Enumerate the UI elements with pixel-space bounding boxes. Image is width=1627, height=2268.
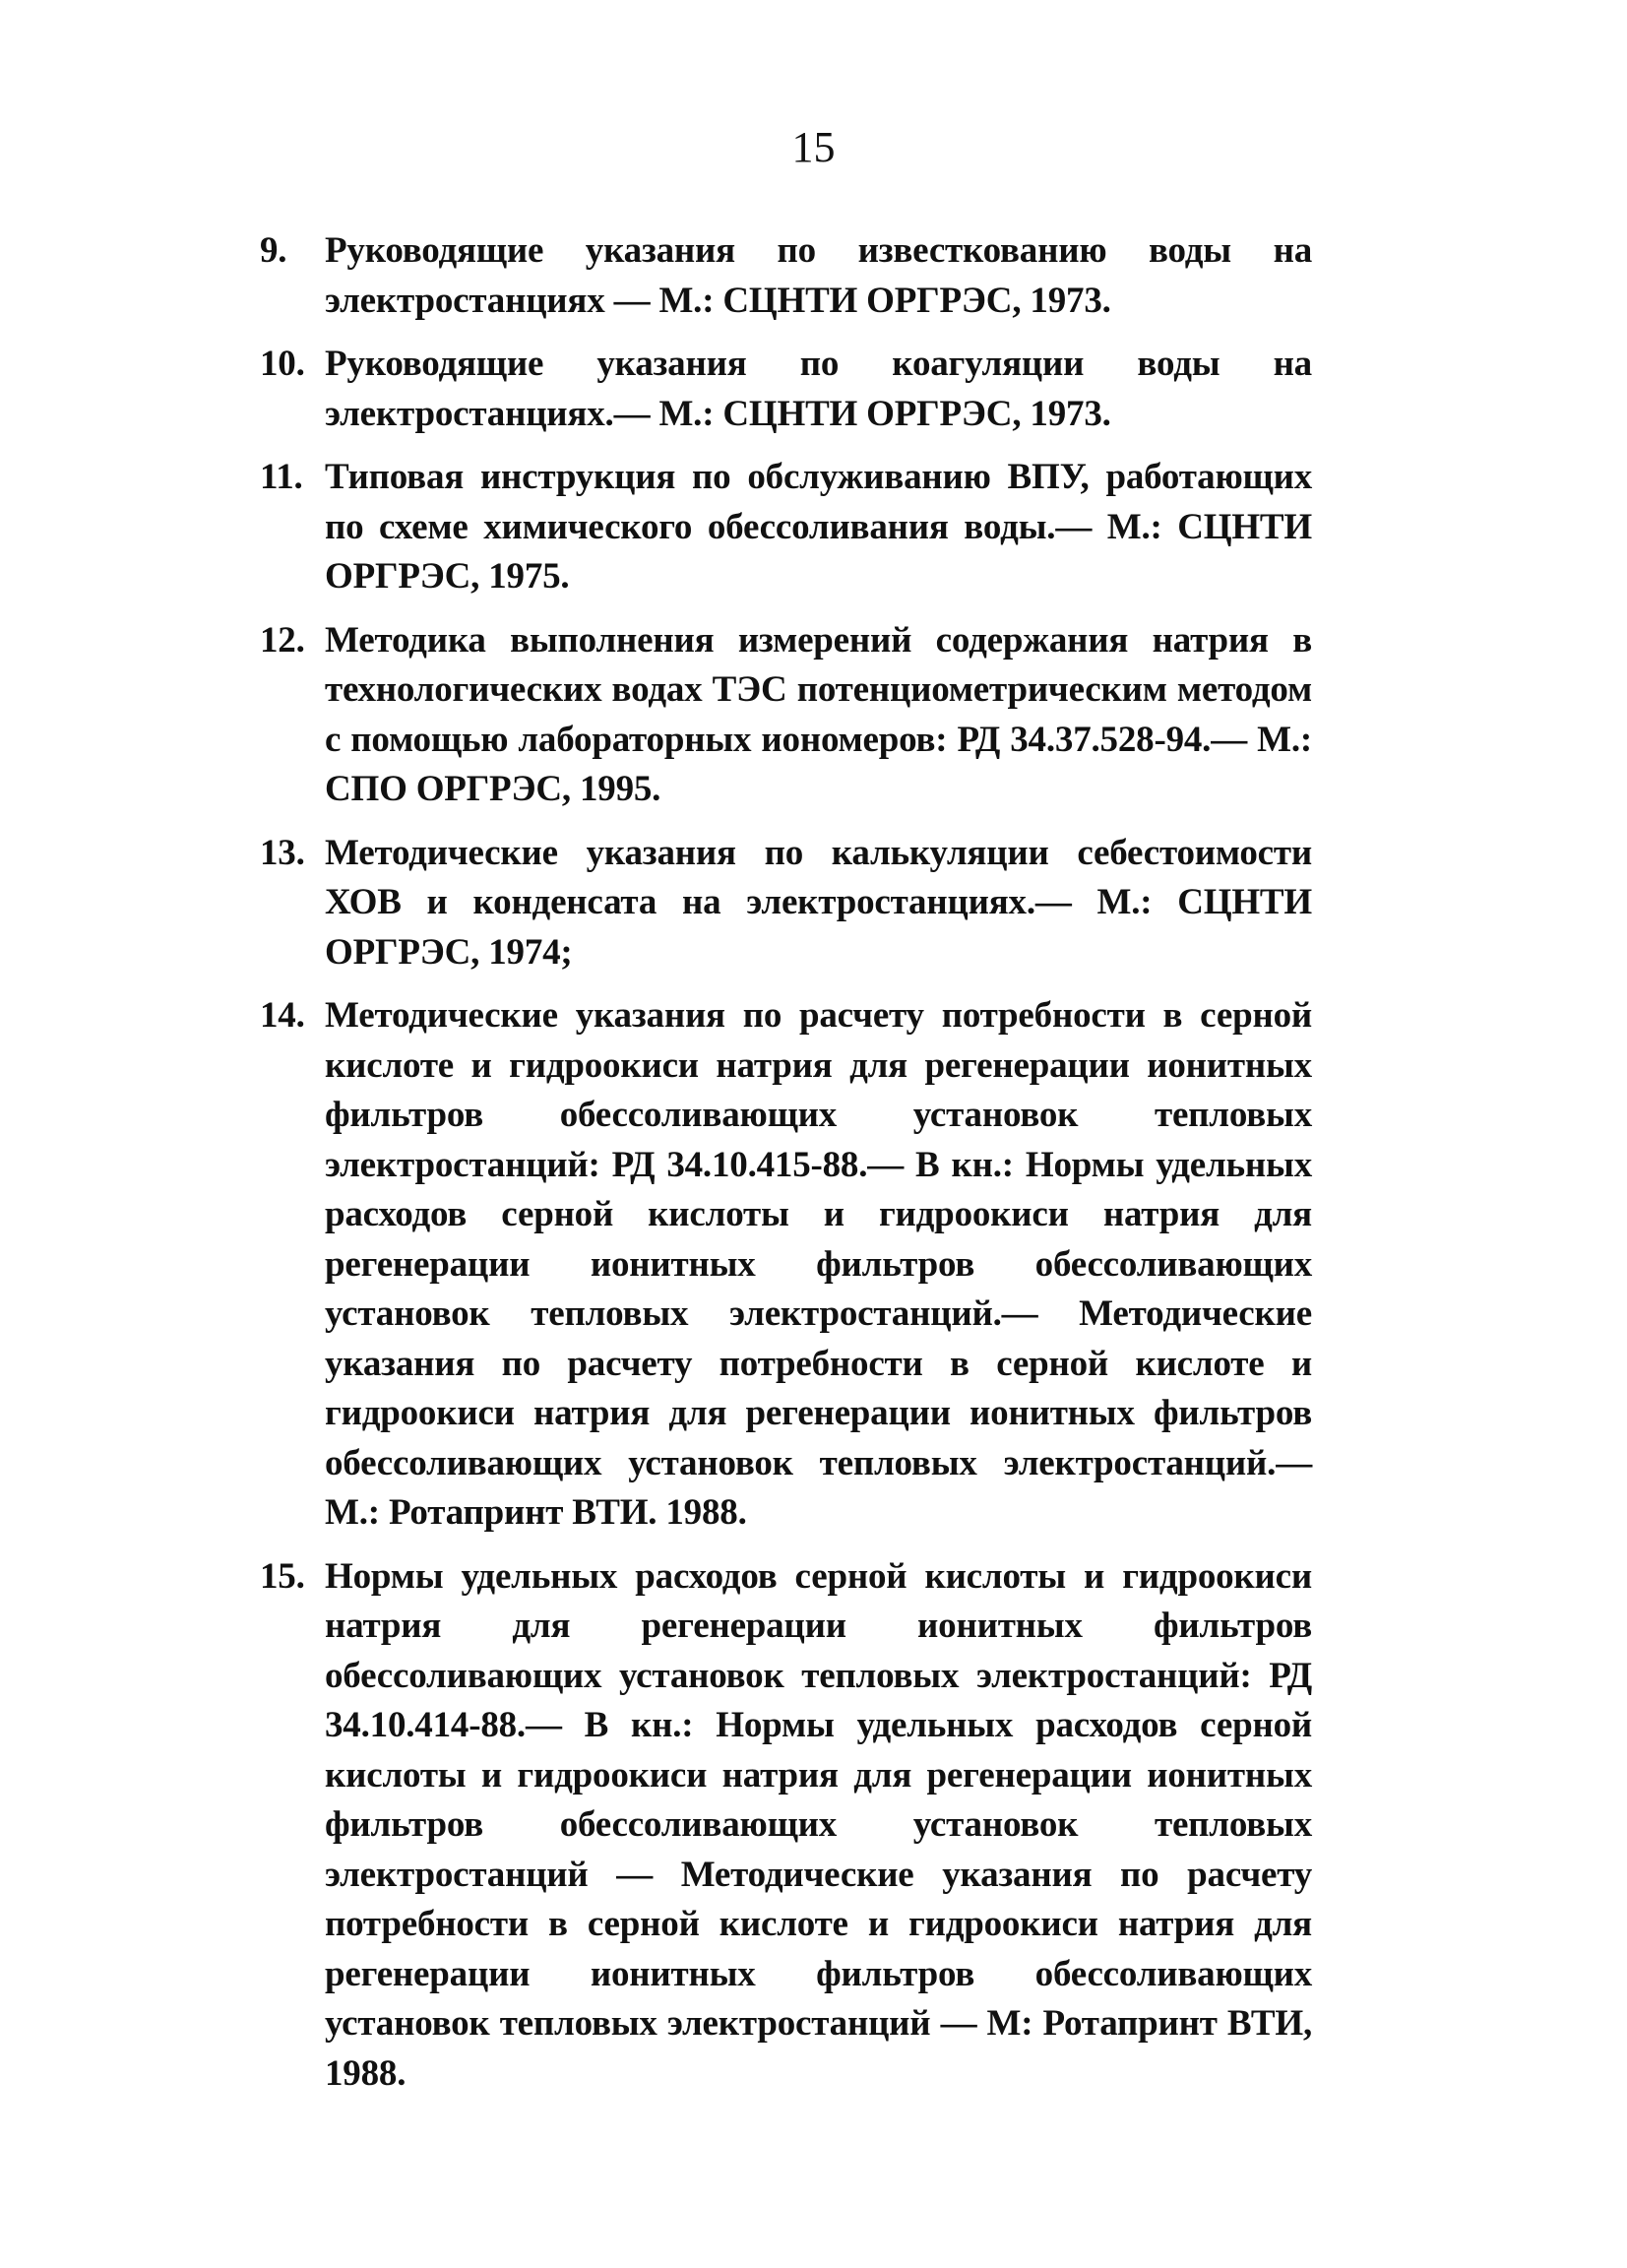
reference-list <box>260 226 1312 2112</box>
reference-number: 15. <box>260 1555 305 1597</box>
reference-item <box>260 453 1312 602</box>
reference-number: 13. <box>260 832 305 873</box>
reference-item <box>260 991 1312 1539</box>
reference-text: Методические указания по калькуляции себестоимости ХОВ и конденсата на электростанциях.— М.: СЦНТИ ОРГРЭС, 1974; <box>325 832 1312 973</box>
reference-text: Методические указания по расчету потребности в серной кислоте и гидроокиси натрия для регенерации ионитных фильтров обессоливающих установок тепловых электростанций: РД 34.10.415-88.— В кн.: Нормы удельных расходов серной кислоты и гидроокиси натрия для регенерации ионитных фильтров обессоливающих установок тепловых электростанций.— Методические указания по расчету потребности в серной кислоте и гидроокиси натрия для регенерации ионитных фильтров обессоливающих установок тепловых электростанций.— М.: Ротапринт ВТИ. 1988. <box>325 995 1312 1533</box>
reference-item <box>260 1552 1312 2100</box>
reference-item <box>260 829 1312 978</box>
reference-text: Методика выполнения измерений содержания натрия в технологических водах ТЭС потенциометрическим методом с помощью лабораторных иономеров: РД 34.37.528-94.— М.: СПО ОРГРЭС, 1995. <box>325 619 1312 809</box>
reference-number: 12. <box>260 619 305 661</box>
reference-text: Руководящие указания по коагуляции воды на электростанциях.— М.: СЦНТИ ОРГРЭС, 1973. <box>325 344 1312 434</box>
reference-item <box>260 616 1312 815</box>
reference-item <box>260 226 1312 326</box>
reference-item <box>260 340 1312 439</box>
page-number: 15 <box>791 123 836 171</box>
reference-text: Руководящие указания по известкованию воды на электростанциях — М.: СЦНТИ ОРГРЭС, 1973. <box>325 230 1312 321</box>
reference-text: Нормы удельных расходов серной кислоты и гидроокиси натрия для регенерации ионитных фильтров обессоливающих установок тепловых электростанций: РД 34.10.414-88.— В кн.: Нормы удельных расходов серной кислоты и гидроокиси натрия для регенерации ионитных фильтров обессоливающих установок тепловых электростанций — Методические указания по расчету потребности в серной кислоте и гидроокиси натрия для регенерации ионитных фильтров обессоливающих установок тепловых электростанций — М: Ротапринт ВТИ, 1988. <box>325 1555 1312 2094</box>
reference-number: 10. <box>260 344 305 384</box>
reference-number: 9. <box>260 230 287 271</box>
reference-number: 11. <box>260 457 303 497</box>
reference-number: 14. <box>260 995 305 1036</box>
reference-text: Типовая инструкция по обслуживанию ВПУ, работающих по схеме химического обессоливания воды.— М.: СЦНТИ ОРГРЭС, 1975. <box>325 457 1312 597</box>
